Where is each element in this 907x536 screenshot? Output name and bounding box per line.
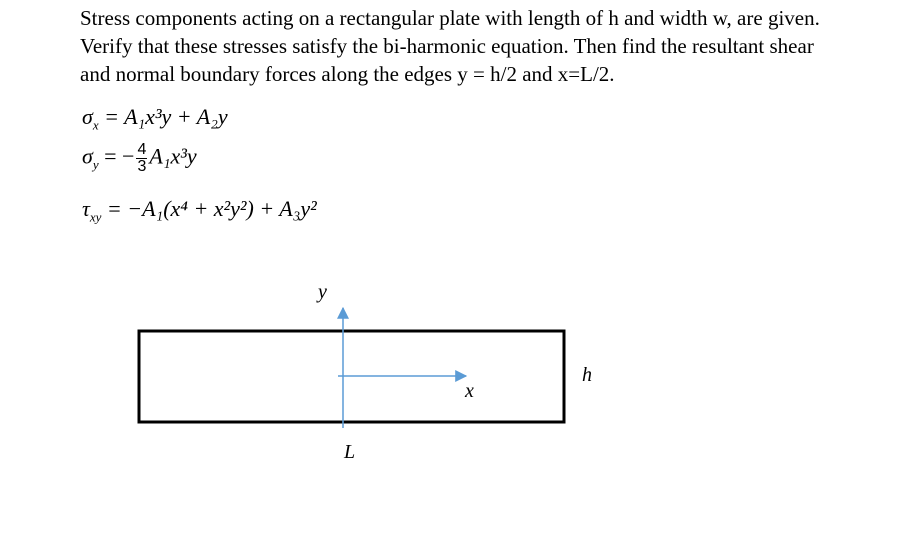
tau-xy-rhs: = −A₁(x⁴ + x²y²) + A₃y² — [106, 196, 317, 221]
fraction-denominator: 3 — [137, 158, 147, 175]
sigma-y-symbol: σ — [82, 143, 93, 169]
y-axis-label: y — [318, 281, 327, 303]
height-label: h — [582, 364, 592, 386]
tau-xy-subscript: xy — [89, 209, 102, 225]
length-label: L — [344, 441, 356, 463]
x-axis-label: x — [465, 380, 474, 402]
fraction-numerator: 4 — [137, 141, 147, 158]
sigma-x-subscript: x — [92, 117, 99, 133]
sigma-y-equals: = − — [104, 143, 135, 169]
tau-xy-symbol: τ — [82, 196, 90, 221]
problem-statement: Stress components acting on a rectangular plate with length of h and width w, are given. Verify that these stresses satisfy the bi-harmonic equation. Then find the resultant shear and normal boundary forces along the edges y = h/2 and x=L/2. — [80, 6, 820, 86]
sigma-x-rhs: = A₁x³y + A₂y — [104, 104, 228, 129]
sigma-x-symbol: σ — [82, 104, 93, 129]
sigma-y-rhs: A₁x³y — [149, 143, 197, 169]
sigma-y-subscript: y — [92, 156, 99, 172]
